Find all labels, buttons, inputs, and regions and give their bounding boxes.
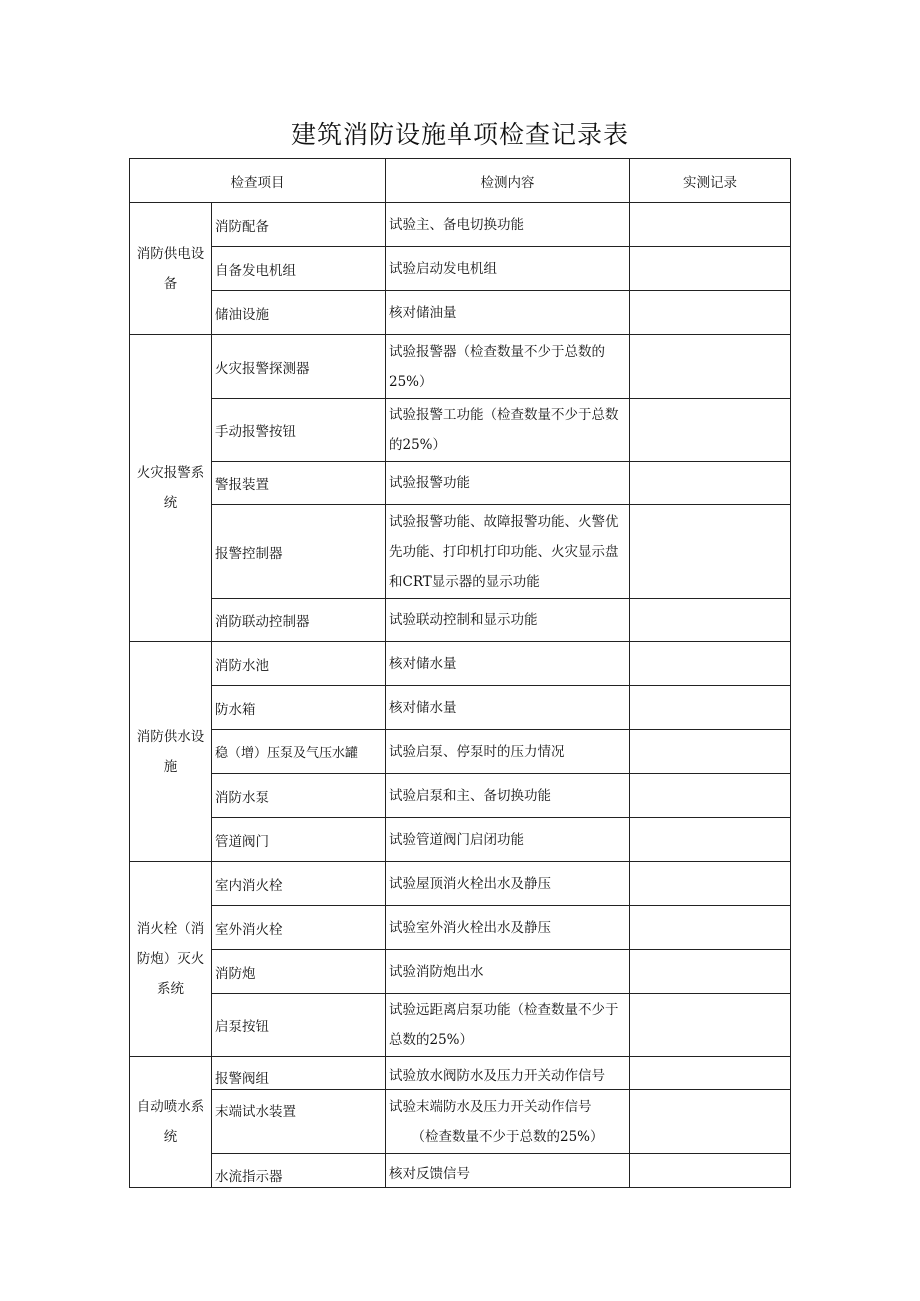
item-cell: 启泵按钮 (212, 994, 386, 1057)
record-cell[interactable] (630, 247, 791, 291)
table-row (130, 462, 791, 505)
table-row (130, 203, 791, 247)
item-cell: 室外消火栓 (212, 906, 386, 950)
table-row (130, 335, 791, 399)
record-cell[interactable] (630, 399, 791, 462)
item-cell: 自备发电机组 (212, 247, 386, 291)
record-cell[interactable] (630, 774, 791, 818)
record-cell[interactable] (630, 906, 791, 950)
content-cell: 试验室外消火栓出水及静压 (386, 906, 630, 950)
item-cell: 报警控制器 (212, 505, 386, 599)
item-cell: 火灾报警探测器 (212, 335, 386, 399)
content-cell: 试验启动发电机组 (386, 247, 630, 291)
item-cell: 管道阀门 (212, 818, 386, 862)
item-cell: 消防配备 (212, 203, 386, 247)
record-cell[interactable] (630, 1154, 791, 1188)
content-cell: 试验主、备电切换功能 (386, 203, 630, 247)
record-cell[interactable] (630, 862, 791, 906)
content-cell: 核对储油量 (386, 291, 630, 335)
table-row (130, 247, 791, 291)
content-cell: 核对储水量 (386, 686, 630, 730)
table-row (130, 1154, 791, 1188)
table-header-row (130, 159, 791, 203)
item-cell: 室内消火栓 (212, 862, 386, 906)
content-cell: 试验联动控制和显示功能 (386, 599, 630, 642)
record-cell[interactable] (630, 291, 791, 335)
record-cell[interactable] (630, 203, 791, 247)
record-cell[interactable] (630, 950, 791, 994)
content-cell-multiline (386, 1090, 630, 1154)
page-title: 建筑消防设施单项检查记录表 (290, 120, 629, 149)
table-row (130, 1057, 791, 1090)
record-cell[interactable] (630, 505, 791, 599)
content-cell: 核对储水量 (386, 642, 630, 686)
header-record: 实测记录 (630, 159, 791, 203)
table-row (130, 774, 791, 818)
content-cell: 试验消防炮出水 (386, 950, 630, 994)
record-cell[interactable] (630, 686, 791, 730)
item-cell: 水流指示器 (212, 1154, 386, 1188)
item-cell: 报警阀组 (212, 1057, 386, 1090)
record-cell[interactable] (630, 335, 791, 399)
table-row (130, 399, 791, 462)
content-cell: 试验屋顶消火栓出水及静压 (386, 862, 630, 906)
category-cell: 自动喷水系统 (130, 1057, 212, 1188)
record-cell[interactable] (630, 1057, 791, 1090)
table-row (130, 642, 791, 686)
header-item: 检查项目 (130, 159, 386, 203)
table-row (130, 862, 791, 906)
record-cell[interactable] (630, 642, 791, 686)
item-cell: 防水箱 (212, 686, 386, 730)
item-cell: 手动报警按钮 (212, 399, 386, 462)
record-cell[interactable] (630, 818, 791, 862)
item-cell: 消防水池 (212, 642, 386, 686)
item-cell: 消防炮 (212, 950, 386, 994)
category-cell: 消防供水设施 (130, 642, 212, 862)
table-row (130, 1090, 791, 1154)
record-cell[interactable] (630, 994, 791, 1057)
table-row (130, 599, 791, 642)
category-cell: 消防供电设备 (130, 203, 212, 335)
table-row (130, 906, 791, 950)
category-cell: 消火栓（消防炮）灭火系统 (130, 862, 212, 1057)
content-cell: 试验报警功能 (386, 462, 630, 505)
content-line: （检查数量不少于总数的25%） (411, 1129, 604, 1145)
table-row (130, 730, 791, 774)
table-row (130, 818, 791, 862)
content-line: 试验末端防水及压力开关动作信号 (389, 1099, 592, 1115)
table-row (130, 291, 791, 335)
category-cell: 火灾报警系统 (130, 335, 212, 642)
inspection-table (129, 158, 791, 1188)
record-cell[interactable] (630, 462, 791, 505)
item-cell: 消防联动控制器 (212, 599, 386, 642)
item-cell: 警报装置 (212, 462, 386, 505)
item-cell: 末端试水装置 (212, 1090, 386, 1154)
table-row (130, 950, 791, 994)
content-cell: 试验管道阀门启闭功能 (386, 818, 630, 862)
content-cell: 试验远距离启泵功能（检查数量不少于总数的25%） (386, 994, 630, 1057)
item-cell: 消防水泵 (212, 774, 386, 818)
record-cell[interactable] (630, 1090, 791, 1154)
table-row (130, 994, 791, 1057)
content-cell: 试验报警器（检查数量不少于总数的25%） (386, 335, 630, 399)
content-cell: 试验报警功能、故障报警功能、火警优先功能、打印机打印功能、火灾显示盘和CRT显示器的显示功能 (386, 505, 630, 599)
table-row (130, 505, 791, 599)
record-cell[interactable] (630, 599, 791, 642)
item-cell: 储油设施 (212, 291, 386, 335)
item-cell: 稳（增）压泵及气压水罐 (212, 730, 386, 774)
record-cell[interactable] (630, 730, 791, 774)
header-content: 检测内容 (386, 159, 630, 203)
content-cell: 试验启泵、停泵时的压力情况 (386, 730, 630, 774)
table-row (130, 686, 791, 730)
content-cell: 试验报警工功能（检查数量不少于总数的25%） (386, 399, 630, 462)
content-cell: 试验启泵和主、备切换功能 (386, 774, 630, 818)
content-cell: 核对反馈信号 (386, 1154, 630, 1188)
content-cell: 试验放水阀防水及压力开关动作信号 (386, 1057, 630, 1090)
